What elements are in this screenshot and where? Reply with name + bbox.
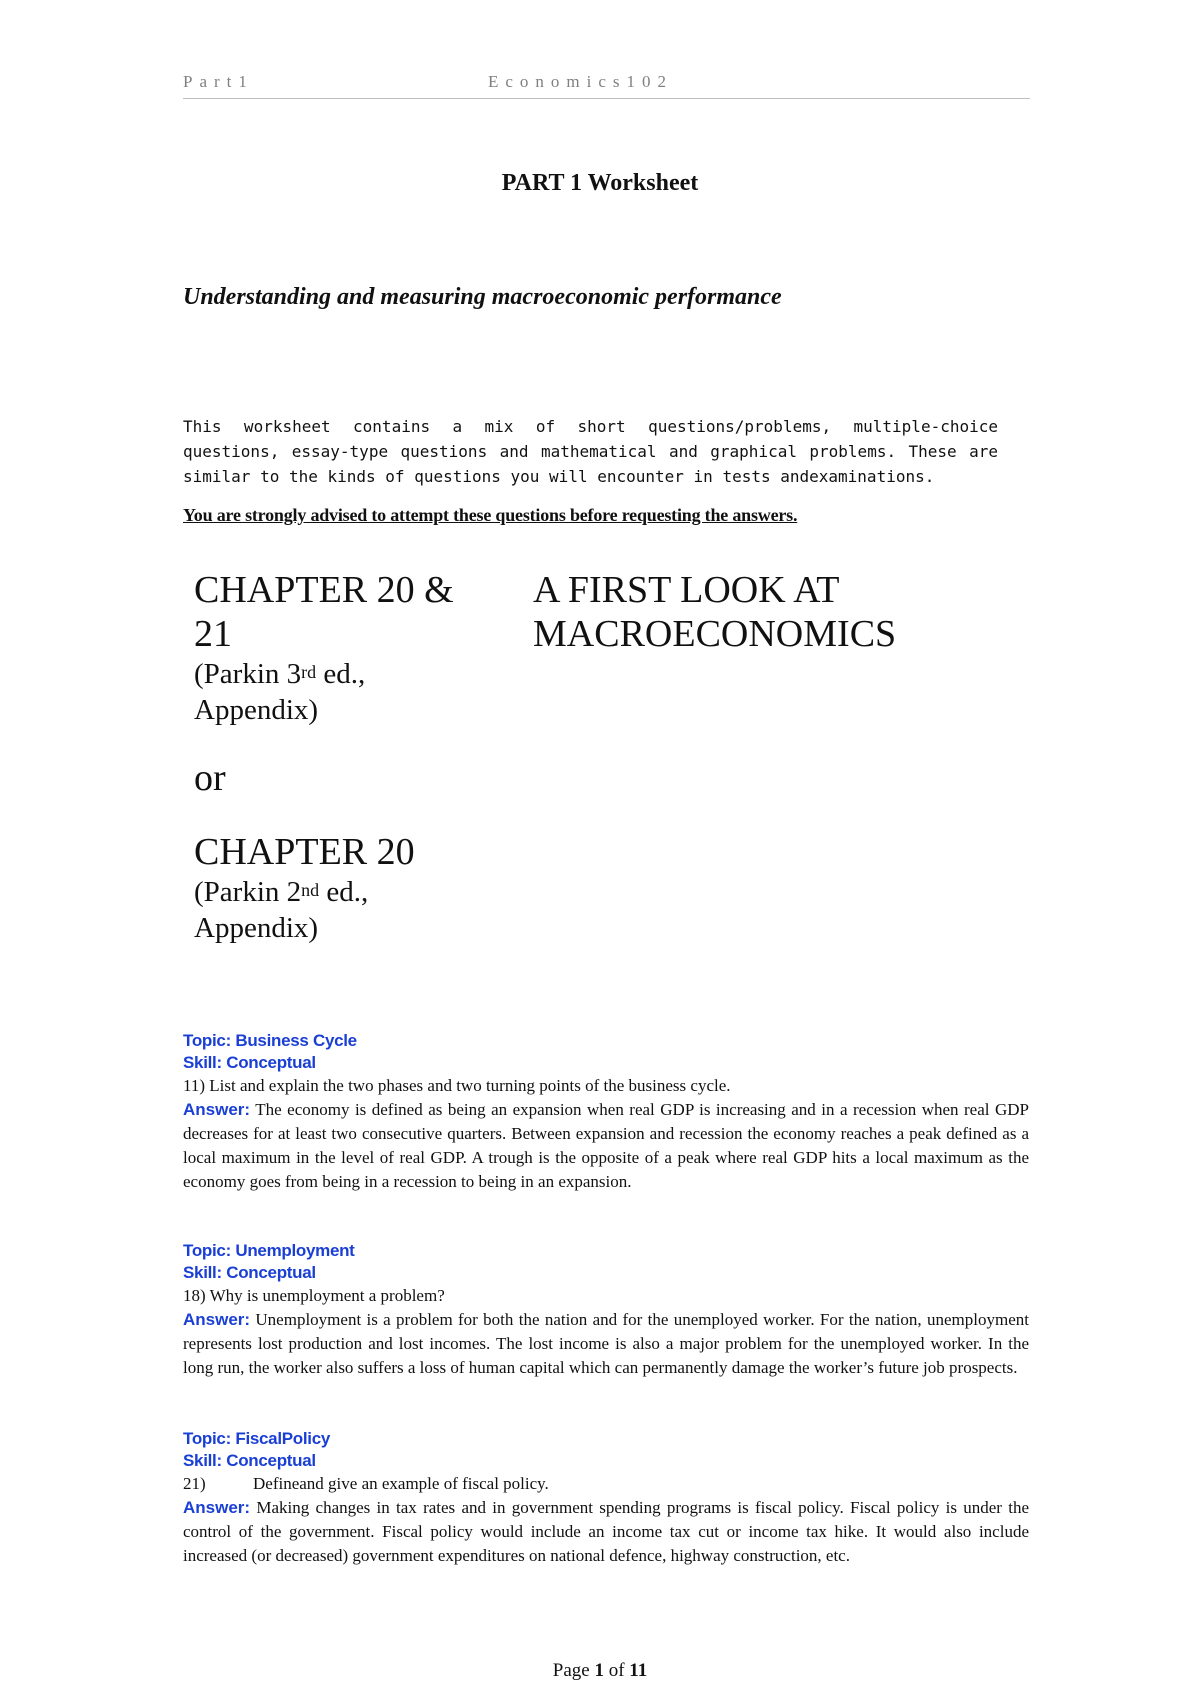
page-title: PART 1 Worksheet	[501, 170, 699, 196]
question-topic: Topic: Unemployment	[183, 1241, 355, 1260]
edition-ref-2-pre: (Parkin 2	[194, 876, 302, 908]
chapter-heading-line-2: MACROECONOMICS	[533, 613, 897, 655]
question-text	[183, 1284, 1029, 1308]
answer-body: Making changes in tax rates and in government spending programs is fiscal policy. Fiscal policy is under the control of the government. Fiscal policy would include an income tax cut or income tax hike. It would also include increased (or decreased) government expenditures on national defence, highway construction, etc.	[183, 1498, 1030, 1565]
header-course-label: Economics102	[488, 72, 674, 91]
advice-note: You are strongly advised to attempt these questions before requesting the answers.	[183, 505, 798, 525]
question-body: Why is unemployment a problem?	[209, 1286, 445, 1305]
footer-page-label: Page	[552, 1660, 590, 1681]
chapter-edition-ref-2	[194, 874, 524, 910]
question-number: 21)	[183, 1474, 206, 1493]
question-body: Defineand give an example of fiscal policy.	[253, 1474, 549, 1493]
question-skill: Skill: Conceptual	[183, 1053, 316, 1072]
chapter-edition-ref-1	[194, 656, 524, 692]
question-block	[183, 1428, 1029, 1568]
chapter-line-2: 21	[194, 613, 232, 655]
footer-page-total: 11	[629, 1660, 648, 1681]
question-topic: Topic: FiscalPolicy	[183, 1429, 331, 1448]
edition-ref-1-pre: (Parkin 3	[194, 658, 302, 690]
question-body: List and explain the two phases and two turning points of the business cycle.	[209, 1076, 731, 1095]
footer-page-number: 1	[594, 1660, 604, 1681]
chapter-line-3: CHAPTER 20	[194, 831, 415, 873]
question-topic: Topic: Business Cycle	[183, 1031, 357, 1050]
answer-text	[183, 1098, 1029, 1194]
answer-label: Answer:	[183, 1498, 251, 1517]
question-number: 11)	[183, 1076, 206, 1095]
question-block	[183, 1240, 1029, 1380]
answer-body: The economy is defined as being an expansion when real GDP is increasing and in a recession when real GDP decreases for at least two consecutive quarters. Between expansion and recession the economy reaches a peak defined as a local maximum in the level of real GDP. A trough is the opposite of a peak where real GDP hits a local maximum as the economy goes from being in a recession to being in an expansion.	[183, 1100, 1029, 1191]
chapter-or: or	[194, 757, 226, 799]
edition-ref-2-sup: nd	[301, 880, 320, 900]
page-subtitle: Understanding and measuring macroeconomic performance	[183, 284, 782, 310]
question-text	[183, 1472, 1029, 1496]
page-header	[183, 72, 1030, 99]
question-text	[183, 1074, 1029, 1098]
question-skill: Skill: Conceptual	[183, 1451, 316, 1470]
page-footer	[0, 1660, 1200, 1682]
question-number: 18)	[183, 1286, 206, 1305]
chapter-heading-line-1: A FIRST LOOK AT	[533, 569, 840, 611]
question-block	[183, 1030, 1029, 1194]
chapter-reference	[194, 568, 524, 946]
edition-ref-1-sup: rd	[301, 662, 317, 682]
edition-ref-2-post: ed.,	[319, 876, 369, 908]
footer-of-label: of	[608, 1660, 625, 1681]
chapter-edition-ref-1-line2: Appendix)	[194, 694, 319, 726]
header-part-label: Part1	[183, 72, 254, 91]
chapter-edition-ref-2-line2: Appendix)	[194, 912, 319, 944]
answer-label: Answer:	[183, 1310, 251, 1329]
chapter-line-1: CHAPTER 20 &	[194, 569, 454, 611]
chapter-heading	[533, 568, 896, 656]
answer-label: Answer:	[183, 1100, 251, 1119]
answer-text	[183, 1496, 1029, 1568]
edition-ref-1-post: ed.,	[316, 658, 366, 690]
intro-paragraph: This worksheet contains a mix of short questions/problems, multiple-choice questions, essay-type questions and mathematical and graphical problems. These are similar to the kinds of questions you will encounter in tests andexaminations.	[183, 417, 998, 486]
question-skill: Skill: Conceptual	[183, 1263, 316, 1282]
answer-body: Unemployment is a problem for both the nation and for the unemployed worker. For the nation, unemployment represents lost production and lost incomes. The lost income is also a major problem for the unemployed worker. In the long run, the worker also suffers a loss of human capital which can permanently damage the worker’s future job prospects.	[183, 1310, 1029, 1377]
answer-text	[183, 1308, 1029, 1380]
